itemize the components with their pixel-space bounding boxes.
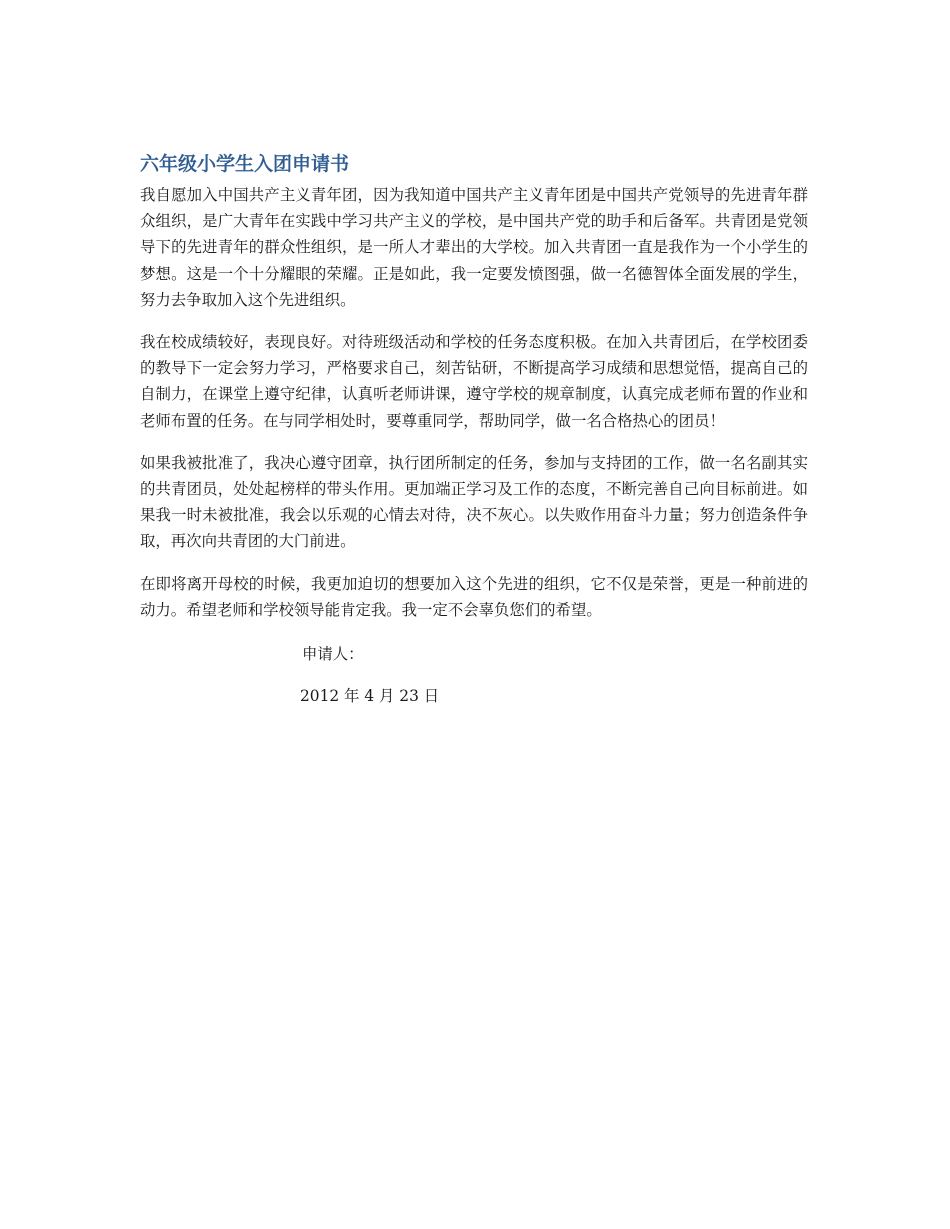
application-date: 2012 年 4 月 23 日: [300, 687, 440, 706]
paragraph-1: 我自愿加入中国共产主义青年团，因为我知道中国共产主义青年团是中国共产党领导的先进青年群众组织，是广大青年在实践中学习共产主义的学校，是中国共产党的助手和后备军。共青团是党领导下的先进青年的群众性组织，是一所人才辈出的大学校。加入共青团一直是我作为一个小学生的梦想。这是一个十分耀眼的荣耀。正是如此，我一定要发愤图强，做一名德智体全面发展的学生，努力去争取加入这个先进组织。: [140, 186, 808, 309]
document-title: 六年级小学生入团申请书: [140, 153, 350, 175]
paragraph-4: 在即将离开母校的时候，我更加迫切的想要加入这个先进的组织，它不仅是荣誉，更是一种前进的动力。希望老师和学校领导能肯定我。我一定不会辜负您们的希望。: [140, 574, 808, 619]
signature-label: 申请人：: [302, 645, 364, 664]
document-body: [140, 150, 808, 709]
paragraph-3: 如果我被批准了，我决心遵守团章，执行团所制定的任务，参加与支持团的工作，做一名名副其实的共青团员，处处起榜样的带头作用。更加端正学习及工作的态度，不断完善自己向目标前进。如果我一时未被批准，我会以乐观的心情去对待，决不灰心。以失败作用奋斗力量；努力创造条件争取，再次向共青团的大门前进。: [140, 453, 808, 551]
paragraph-2: 我在校成绩较好，表现良好。对待班级活动和学校的任务态度积极。在加入共青团后，在学校团委的教导下一定会努力学习，严格要求自己，刻苦钻研，不断提高学习成绩和思想觉悟，提高自己的自制力，在课堂上遵守纪律，认真听老师讲课，遵守学校的规章制度，认真完成老师布置的作业和老师布置的任务。在与同学相处时，要尊重同学，帮助同学，做一名合格热心的团员！: [140, 333, 808, 430]
